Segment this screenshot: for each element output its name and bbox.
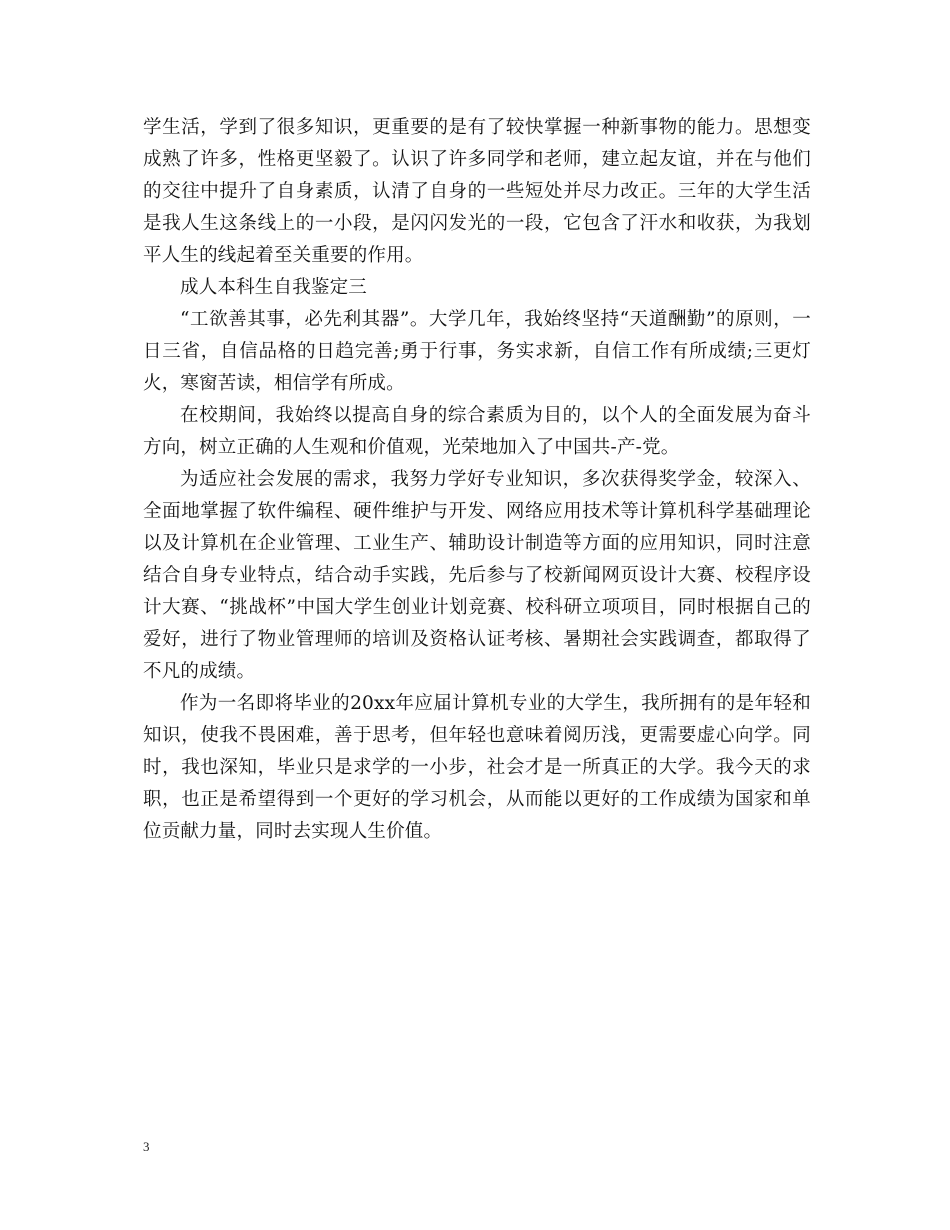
paragraph-values: 在校期间，我始终以提高自身的综合素质为目的，以个人的全面发展为奋斗方向，树立正确的人生观和价值观，光荣地加入了中国共-产-党。: [143, 405, 811, 458]
paragraph-continuation: 学生活，学到了很多知识，更重要的是有了较快掌握一种新事物的能力。思想变成熟了许多，性格更坚毅了。认识了许多同学和老师，建立起友谊，并在与他们的交往中提升了自身素质，认清了自身的一些短处并尽力改正。三年的大学生活是我人生这条线上的一小段，是闪闪发光的一段，它包含了汗水和收获，为我划平人生的线起着至关重要的作用。: [143, 117, 811, 266]
paragraph-closing: 作为一名即将毕业的20xx年应届计算机专业的大学生，我所拥有的是年轻和知识，使我不畏困难，善于思考，但年轻也意味着阅历浅，更需要虚心向学。同时，我也深知，毕业只是求学的一小步，社会才是一所真正的大学。我今天的求职，也正是希望得到一个更好的学习机会，从而能以更好的工作成绩为国家和单位贡献力量，同时去实现人生价值。: [143, 693, 811, 842]
document-body: [143, 112, 811, 848]
paragraph-skills: 为适应社会发展的需求，我努力学好专业知识，多次获得奖学金，较深入、全面地掌握了软件编程、硬件维护与开发、网络应用技术等计算机科学基础理论以及计算机在企业管理、工业生产、辅助设计制造等方面的应用知识，同时注意结合自身专业特点，结合动手实践，先后参与了校新闻网页设计大赛、校程序设计大赛、“挑战杯”中国大学生创业计划竞赛、校科研立项项目，同时根据自己的爱好，进行了物业管理师的培训及资格认证考核、暑期社会实践调查，都取得了不凡的成绩。: [143, 469, 811, 682]
paragraph-motto: “工欲善其事，必先利其器”。大学几年，我始终坚持“天道酬勤”的原则，一日三省，自信品格的日趋完善;勇于行事，务实求新，自信工作有所成绩;三更灯火，寒窗苦读，相信学有所成。: [143, 309, 811, 394]
page-number: 3: [143, 1139, 150, 1154]
section-heading: 成人本科生自我鉴定三: [180, 277, 368, 298]
